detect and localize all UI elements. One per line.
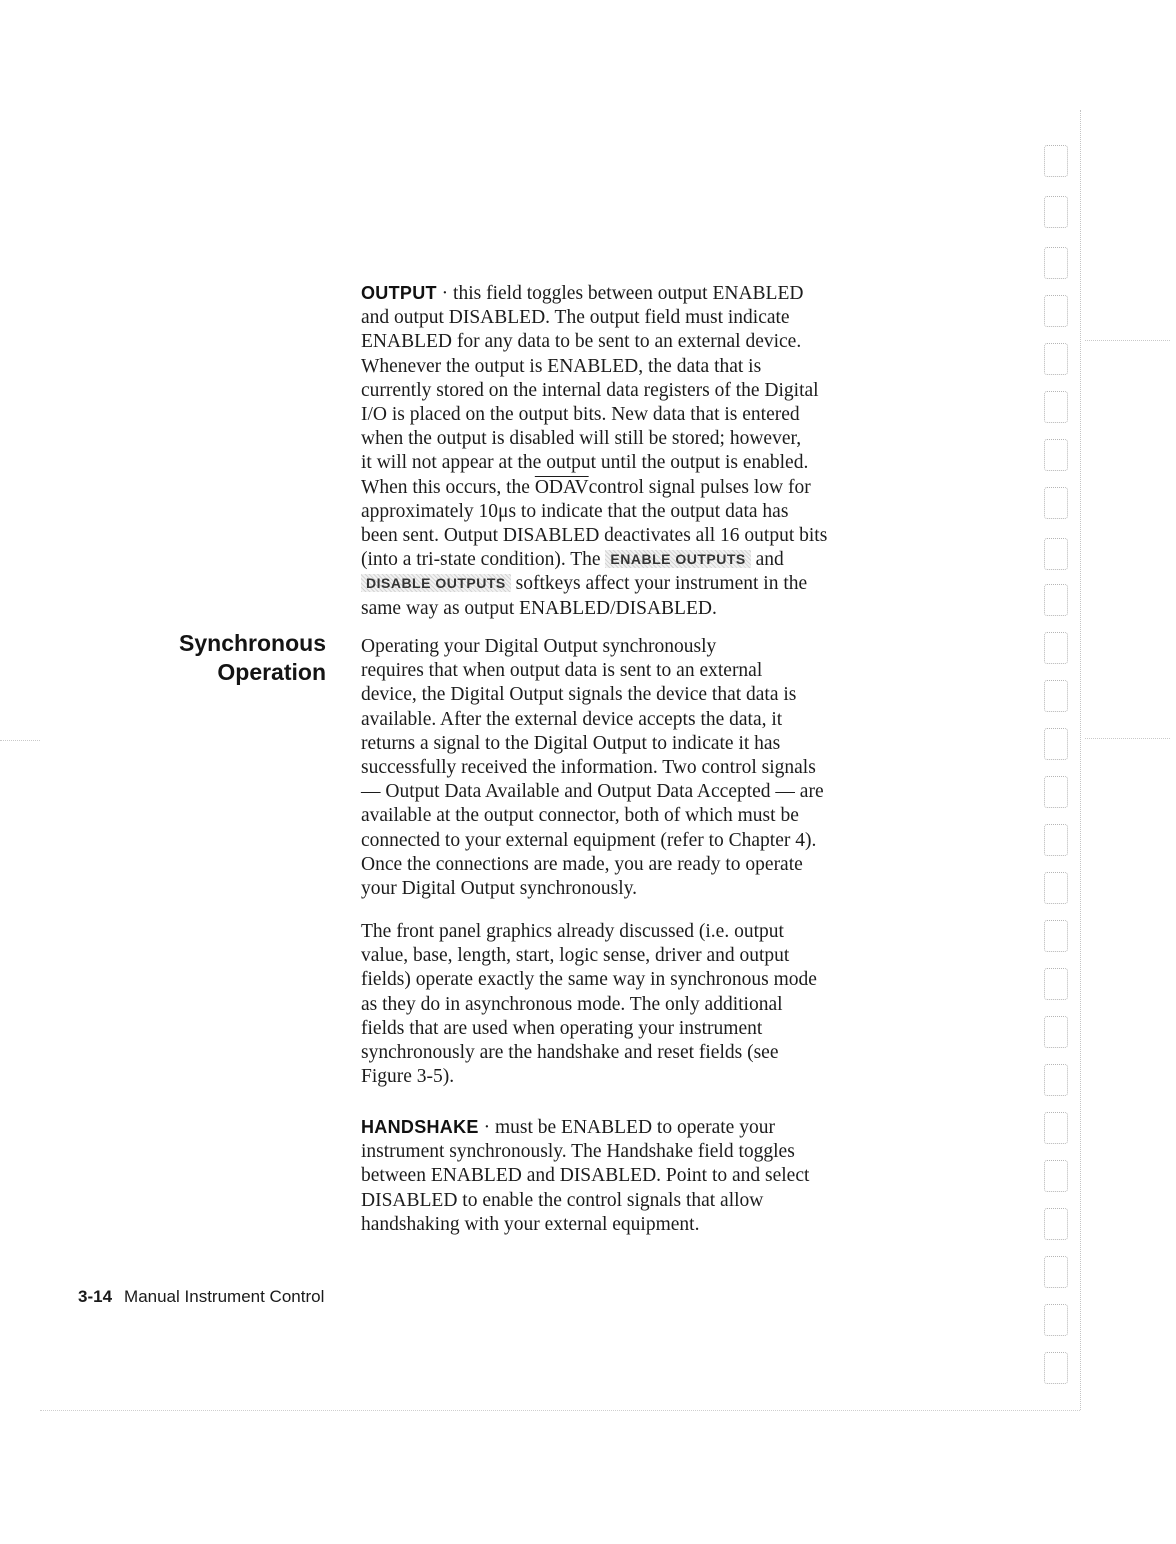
binder-tab-strip (1040, 140, 1080, 1400)
sync-p2-line: synchronously are the handshake and reset fields (see (361, 1042, 779, 1064)
sync-p1-line: requires that when output data is sent to an external (361, 660, 763, 682)
binder-tab (1044, 872, 1068, 904)
sync-p2-line: fields) operate exactly the same way in synchronous mode (361, 969, 817, 991)
binder-tab (1044, 584, 1068, 616)
binder-tab (1044, 968, 1068, 1000)
page-edge-line (1080, 110, 1081, 1410)
sync-p1-line: — Output Data Available and Output Data Accepted — are (361, 781, 824, 803)
binder-tab (1044, 439, 1068, 471)
sync-p1-line: Once the connections are made, you are ready to operate (361, 853, 803, 875)
sync-p2-line: Figure 3-5). (361, 1066, 455, 1088)
sync-paragraph-1 (361, 635, 921, 901)
handshake-line: DISABLED to enable the control signals that allow (361, 1189, 764, 1211)
output-line-softkey-disable: DISABLE OUTPUTS softkeys affect your instrument in the (361, 572, 921, 596)
binder-tab (1044, 632, 1068, 664)
output-term: OUTPUT (361, 283, 437, 303)
margin-rule (0, 740, 40, 741)
margin-rule (1085, 340, 1170, 341)
sync-p1-line: available. After the external device accepts the data, it (361, 708, 783, 730)
output-paragraph (361, 281, 921, 621)
sync-p2-line: fields that are used when operating your instrument (361, 1017, 763, 1039)
binder-tab (1044, 776, 1068, 808)
output-line-odav: When this occurs, the ODAVcontrol signal pulses low for (361, 476, 811, 498)
binder-tab (1044, 487, 1068, 519)
sync-p1-line: available at the output connector, both of which must be (361, 805, 799, 827)
sync-p1-line: successfully received the information. Two control signals (361, 757, 816, 779)
binder-tab (1044, 1064, 1068, 1096)
binder-tab (1044, 920, 1068, 952)
margin-rule (1085, 738, 1170, 739)
binder-tab (1044, 145, 1068, 177)
sync-p2-line: value, base, length, start, logic sense, driver and output (361, 945, 790, 967)
page-number: 3-14 (78, 1287, 113, 1306)
handshake-line: instrument synchronously. The Handshake field toggles (361, 1141, 795, 1163)
output-line-4: Whenever the output is ENABLED, the data that is (361, 355, 762, 377)
section-heading-line-1: Synchronous (179, 630, 326, 656)
binder-tab (1044, 1304, 1068, 1336)
binder-tab (1044, 196, 1068, 228)
binder-tab (1044, 1160, 1068, 1192)
output-line-5: currently stored on the internal data registers of the Digital (361, 379, 819, 401)
binder-tab (1044, 295, 1068, 327)
section-heading-line-2: Operation (217, 659, 326, 685)
output-line-11: been sent. Output DISABLED deactivates all 16 output bits (361, 525, 828, 547)
page-bottom-edge (40, 1410, 1080, 1411)
sync-p1-line: connected to your external equipment (refer to Chapter 4). (361, 829, 817, 851)
binder-tab (1044, 1016, 1068, 1048)
sync-p1-line: device, the Digital Output signals the device that data is (361, 684, 797, 706)
sync-p2-line: as they do in asynchronous mode. The only additional (361, 993, 783, 1015)
sync-paragraph-2 (361, 920, 921, 1089)
binder-tab (1044, 1256, 1068, 1288)
binder-tab (1044, 1112, 1068, 1144)
binder-tab (1044, 1208, 1068, 1240)
enable-outputs-softkey: ENABLE OUTPUTS (605, 550, 750, 568)
binder-tab (1044, 343, 1068, 375)
handshake-line: between ENABLED and DISABLED. Point to and select (361, 1165, 810, 1187)
output-line-7: when the output is disabled will still be stored; however, (361, 428, 802, 450)
binder-tab (1044, 538, 1068, 570)
binder-tab (1044, 1352, 1068, 1384)
sync-p1-line: Operating your Digital Output synchronously (361, 636, 717, 657)
binder-tab (1044, 728, 1068, 760)
handshake-paragraph (361, 1115, 921, 1237)
sync-p1-line: your Digital Output synchronously. (361, 878, 638, 900)
binder-tab (1044, 247, 1068, 279)
binder-tab (1044, 391, 1068, 423)
output-line-last: same way as output ENABLED/DISABLED. (361, 597, 717, 619)
output-line-10: approximately 10μs to indicate that the output data has (361, 500, 789, 522)
output-line-8: it will not appear at the output until the output is enabled. (361, 452, 809, 474)
output-line-softkey-enable: (into a tri-state condition). The ENABLE OUTPUTS and (361, 549, 784, 571)
disable-outputs-softkey: DISABLE OUTPUTS (361, 574, 511, 592)
binder-tab (1044, 824, 1068, 856)
page-footer (78, 1287, 324, 1307)
chapter-title: Manual Instrument Control (124, 1287, 325, 1306)
handshake-term: HANDSHAKE (361, 1117, 479, 1137)
output-line-1: OUTPUT · this field toggles between output ENABLED (361, 283, 804, 304)
output-line-2: and output DISABLED. The output field must indicate (361, 307, 790, 329)
odav-signal: ODAV (534, 476, 589, 498)
sync-p2-line: The front panel graphics already discussed (i.e. output (361, 921, 784, 942)
binder-tab (1044, 680, 1068, 712)
section-heading-synchronous-operation (130, 629, 326, 687)
handshake-line: handshaking with your external equipment. (361, 1213, 700, 1235)
sync-p1-line: returns a signal to the Digital Output to indicate it has (361, 732, 781, 754)
output-line-6: I/O is placed on the output bits. New data that is entered (361, 404, 800, 426)
output-line-3: ENABLED for any data to be sent to an external device. (361, 331, 802, 353)
handshake-line-1: HANDSHAKE · must be ENABLED to operate your (361, 1117, 775, 1138)
